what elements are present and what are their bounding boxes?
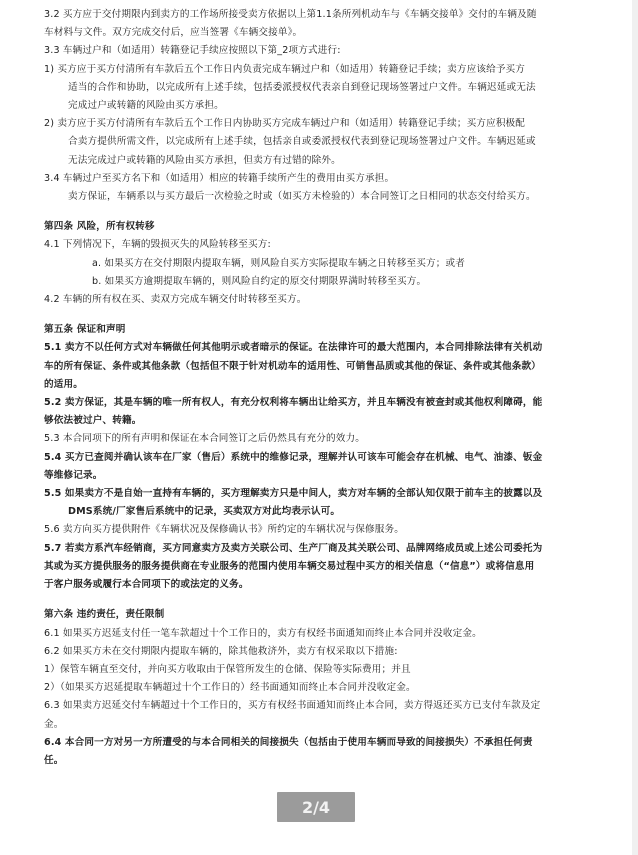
text-line: 6.4 本合同一方对另一方所遭受的与本合同相关的间接损失（包括由于使用车辆而导致的间接损失）不承担任何责	[44, 736, 533, 748]
text-line: 车材料与文件。双方完成交付后，应当签署《车辆交接单》。	[44, 27, 303, 39]
text-line: 1) 买方应于买方付清所有车款后五个工作日内负责完成车辆过户和（如适用）转籍登记手续；卖方应该给予买方	[44, 63, 526, 75]
text-line: 第五条 保证和声明	[44, 324, 126, 336]
text-line: 2) 卖方应于买方付清所有车款后五个工作日内协助买方完成车辆过户和（如适用）转籍登记手续；买方应积极配	[44, 118, 526, 130]
text-line: a. 如果买方在交付期限内提取车辆，则风险自买方实际提取车辆之日转移至买方；或者	[92, 257, 465, 269]
section-gap	[44, 206, 616, 218]
text-line: 5.7 若卖方系汽车经销商，买方同意卖方及卖方关联公司、生产厂商及其关联公司、品牌网络成员或上述公司委托为	[44, 542, 543, 554]
text-line: 2）（如果买方迟延提取车辆超过十个工作日的）经书面通知而终止本合同并没收定金。	[44, 682, 416, 694]
text-line: 4.1 下列情况下，车辆的毁损灭失的风险转移至买方:	[44, 239, 271, 251]
text-line: 卖方保证，车辆系以与买方最后一次检验之时或（如买方未检验的）本合同签订之日相同的状态交付给买方。	[68, 191, 536, 203]
text-line: 5.6 卖方向买方提供附件《车辆状况及保修确认书》所约定的车辆状况与保修服务。	[44, 524, 404, 536]
text-line: 5.2 卖方保证，其是车辆的唯一所有权人，有充分权利将车辆出让给买方，并且车辆没有被查封或其他权利障碍，能	[44, 397, 543, 409]
text-line: 合卖方提供所需文件，以完成所有上述手续，包括亲自或委派授权代表到登记现场签署过户文件。车辆迟延或	[68, 136, 536, 148]
text-line: 5.3 本合同项下的所有声明和保证在本合同签订之后仍然具有充分的效力。	[44, 433, 365, 445]
text-line: 1）保管车辆直至交付，并向买方收取由于保管所发生的仓储、保险等实际费用；并且	[44, 663, 411, 675]
text-line: 6.1 如果买方迟延支付任一笔车款超过十个工作日的，卖方有权经书面通知而终止本合同并没收定金。	[44, 627, 482, 639]
text-line: 任。	[44, 754, 64, 766]
text-line: 4.2 车辆的所有权在买、卖双方完成车辆交付时转移至买方。	[44, 294, 307, 306]
text-line: 无法完成过户或转籍的风险由买方承担，但卖方有过错的除外。	[68, 154, 341, 166]
section-gap	[44, 594, 616, 606]
text-line: 够依法被过户、转籍。	[44, 415, 142, 427]
text-line: 金。	[44, 718, 64, 730]
text-line: DMS系统/厂家售后系统中的记录，买卖双方对此均表示认可。	[68, 506, 341, 518]
text-line: 于客户服务或履行本合同项下的或法定的义务。	[44, 579, 249, 591]
text-line: 6.3 如果卖方迟延交付车辆超过十个工作日的，买方有权经书面通知而终止本合同，卖方得返还买方已支付车款及定	[44, 700, 541, 712]
page-indicator[interactable]: 2/4	[277, 792, 355, 822]
text-line: 第六条 违约责任，责任限制	[44, 609, 165, 621]
text-line: 6.2 如果买方未在交付期限内提取车辆的，除其他救济外，卖方有权采取以下措施:	[44, 645, 398, 657]
text-line: 完成过户或转籍的风险由买方承担。	[68, 100, 224, 112]
text-line: 等维修记录。	[44, 469, 103, 481]
text-line: 5.5 如果卖方不是自始一直持有车辆的，买方理解卖方只是中间人，卖方对车辆的全部认知仅限于前车主的披露以及	[44, 488, 543, 500]
text-line: 适当的合作和协助，以完成所有上述手续，包括委派授权代表亲自到登记现场签署过户文件。车辆迟延或无法	[68, 81, 536, 93]
text-line: 的适用。	[44, 378, 83, 390]
text-line: 5.4 买方已查阅并确认该车在厂家（售后）系统中的维修记录，理解并认可该车可能会存在机械、电气、油漆、钣金	[44, 451, 543, 463]
text-line: b. 如果买方逾期提取车辆的，则风险自约定的原交付期限界满时转移至买方。	[92, 275, 427, 287]
text-line: 3.3 车辆过户和（如适用）转籍登记手续应按照以下第_2项方式进行:	[44, 45, 341, 57]
text-line: 第四条 风险，所有权转移	[44, 221, 155, 233]
text-line: 3.2 买方应于交付期限内到卖方的工作场所接受卖方依据以上第1.1条所列机动车与《车辆交接单》交付的车辆及随	[44, 9, 537, 20]
text-line: 3.4 车辆过户至买方名下和（如适用）相应的转籍手续所产生的费用由买方承担。	[44, 172, 395, 184]
text-line: 其或为买方提供服务的服务提供商在专业服务的范围内使用车辆交易过程中买方的相关信息（“信息”）或将信息用	[44, 560, 535, 572]
text-line: 5.1 卖方不以任何方式对车辆做任何其他明示或者暗示的保证。在法律许可的最大范围内，本合同排除法律有关机动	[44, 342, 543, 354]
text-line: 车的所有保证、条件或其他条款（包括但不限于针对机动车的适用性、可销售品质或其他的保证、条件或其他条款）	[44, 360, 541, 372]
section-gap	[44, 309, 616, 321]
